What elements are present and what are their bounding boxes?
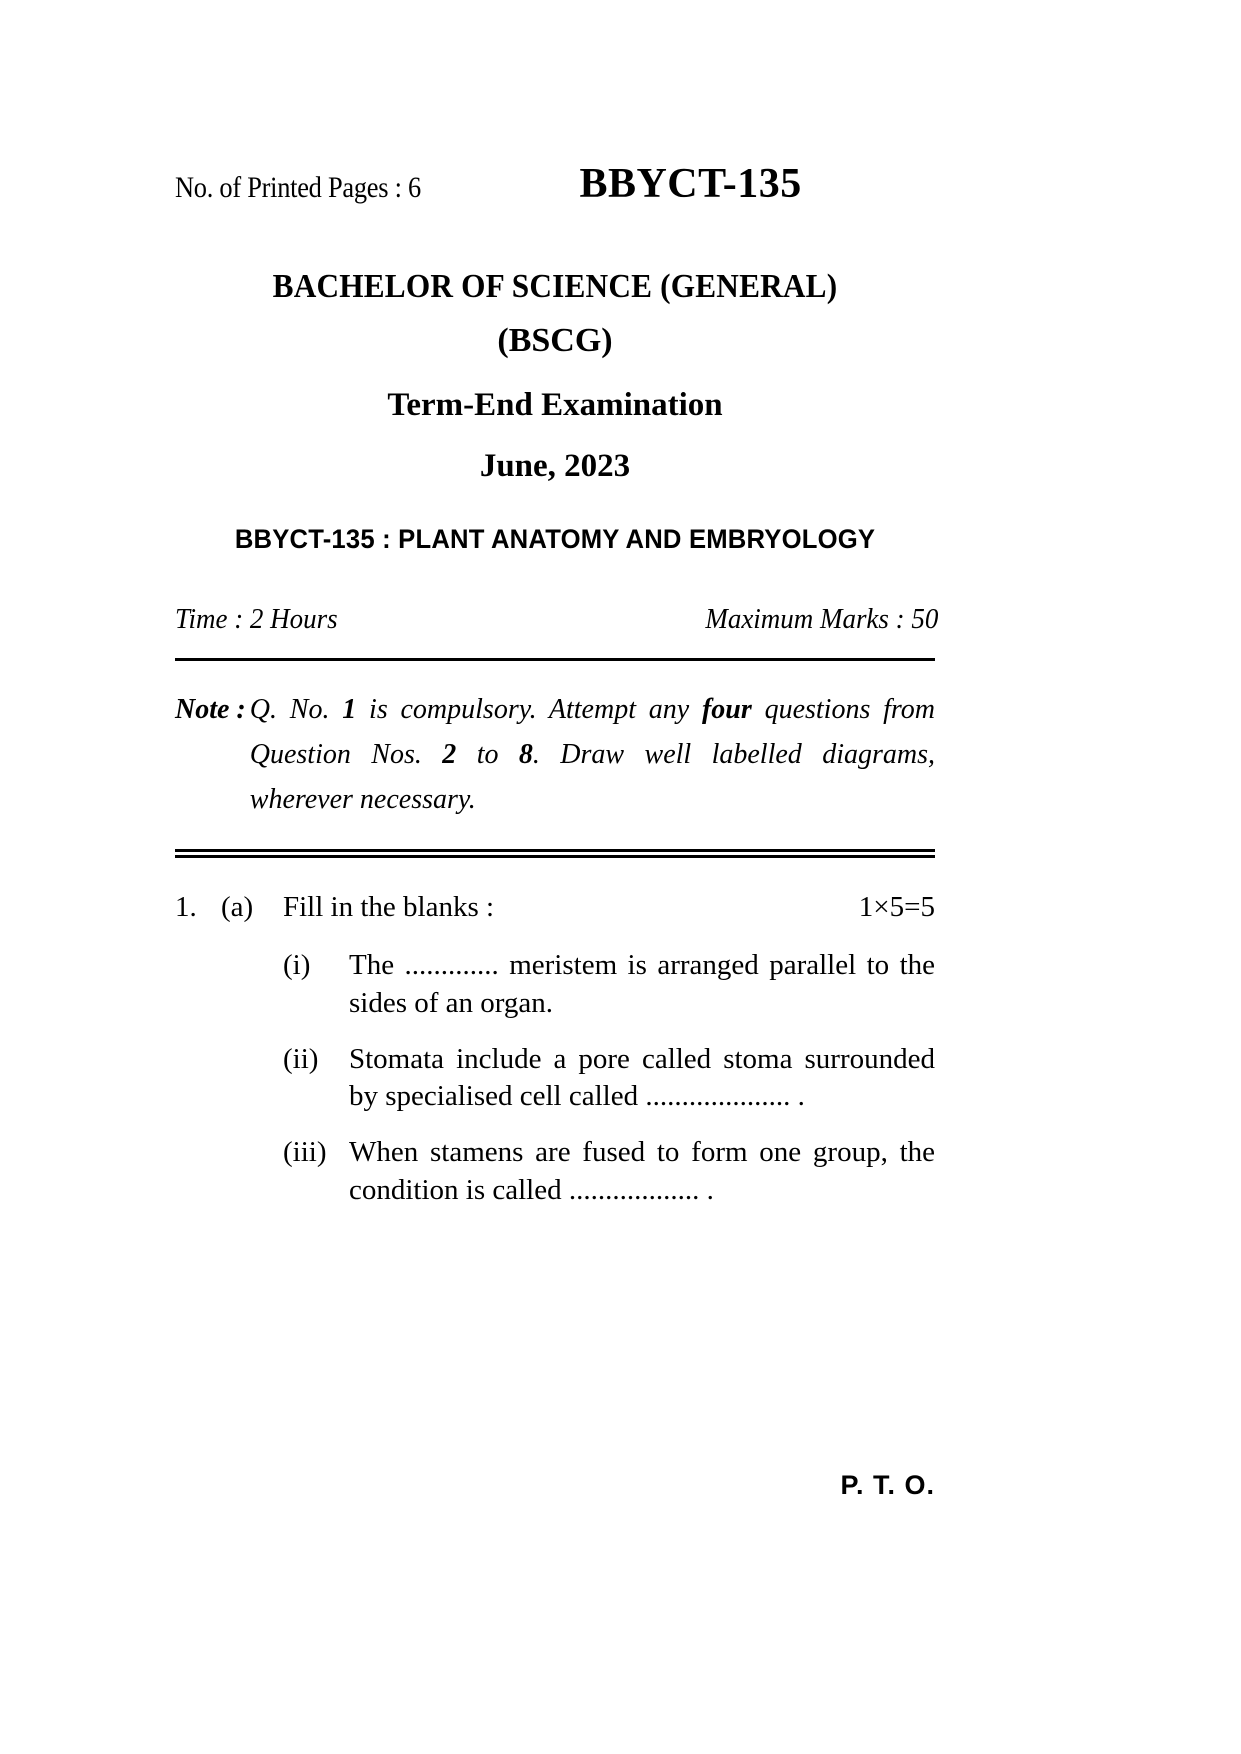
note-text-part3: questions from Question Nos. [249,693,935,771]
question-marks: 1×5=5 [858,890,935,923]
subitem-label: (iii) [283,1135,327,1168]
question-1-block [175,886,935,1210]
subitem-label: (i) [283,949,311,982]
course-code: BBYCT-135 [579,161,802,207]
subitem-iii [283,1134,935,1209]
exam-duration: Time : 2 Hours [175,602,338,635]
page-turn-over-label: P. T. O. [840,1470,935,1500]
subitem-text: Stomata include a pore called stoma surrounded by specialised cell called .................... . [349,1042,935,1113]
horizontal-rule-double [175,849,935,858]
question-number: 1. [175,890,197,923]
note-bold-q2: 2 [442,739,457,771]
horizontal-rule-top [175,658,935,661]
note-text-part1: Q. No. [249,693,343,725]
note-bold-four: four [701,693,752,725]
programme-name: BACHELOR OF SCIENCE (GENERAL) [272,268,838,305]
subitem-ii [283,1041,935,1116]
exam-meta-row [175,603,938,636]
page-header [175,160,935,214]
note-text-part4: to [456,739,519,771]
question-1a-subitems [283,947,935,1209]
printed-pages-label: No. of Printed Pages : 6 [175,171,421,204]
subitem-label: (ii) [283,1042,319,1075]
page-content [175,160,939,1500]
examination-name: Term-End Examination [387,386,723,423]
title-block [175,266,935,561]
note-label: Note : [175,693,246,725]
question-1a-row [175,886,935,930]
subitem-i [283,947,935,1022]
note-text [250,687,935,823]
examination-session: June, 2023 [479,448,631,485]
note-bold-q1: 1 [342,693,357,725]
exam-maximum-marks: Maximum Marks : 50 [705,602,939,635]
note-bold-q8: 8 [518,739,533,771]
subitem-text: When stamens are fused to form one group, the condition is called .................. . [349,1135,935,1206]
question-text: Fill in the blanks : [283,890,495,923]
note-text-part5: . Draw well labelled diagrams, wherever necessary. [249,739,935,816]
programme-abbreviation: (BSCG) [497,321,613,359]
paper-title: BBYCT-135 : PLANT ANATOMY AND EMBRYOLOGY [234,523,876,554]
note-block [175,687,935,823]
subitem-text: The ............. meristem is arranged parallel to the sides of an organ. [349,949,935,1019]
note-text-part2: is compulsory. Attempt any [356,693,702,725]
question-part-label: (a) [221,890,254,923]
